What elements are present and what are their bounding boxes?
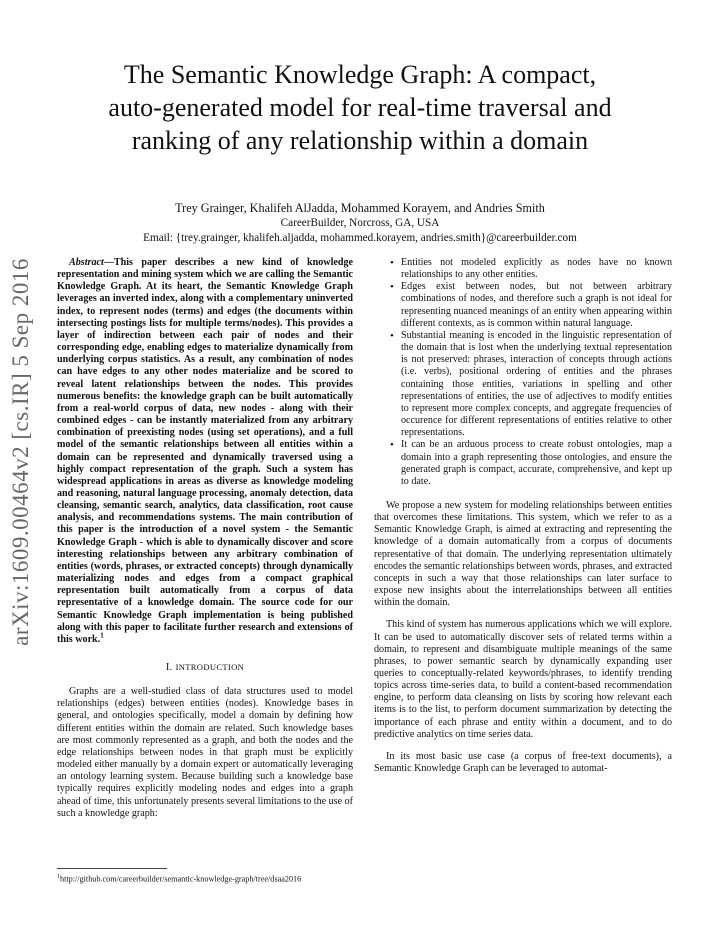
- section-number: I.: [165, 662, 173, 673]
- footnote-link[interactable]: http://github.com/careerbuilder/semantic-knowledge-graph/tree/dsaa2016: [60, 874, 302, 884]
- footnote-mark: 1: [100, 631, 104, 640]
- body-paragraph: We propose a new system for modeling relationships between entities that overcomes these limitations. This system, which we refer to as a Semantic Knowledge Graph, is aimed at extracting and representing the knowledge of a domain automatically from a corpus of documents representative of that domain. The underlying representation ultimately encodes the semantic relationships between words, phrases, and extracted concepts in such a way that those relationships can later surface to expose new insights about the interrelationships between all entities within the domain.: [374, 499, 672, 609]
- title-line: The Semantic Knowledge Graph: A compact,: [123, 60, 597, 89]
- left-column: [57, 257, 353, 820]
- section-title: INTRODUCTION: [175, 662, 245, 672]
- abstract-text: —This paper describes a new kind of knowledge representation and mining system which we are calling the Semantic Knowledge Graph. At its heart, the Semantic Knowledge Graph leverages an inverted index, along with a complementary uninverted index, to represent nodes (terms) and edges (the documents within intersecting postings lists for multiple terms/nodes). This provides a layer of indirection between each pair of nodes and their corresponding edge, enabling edges to materialize dynamically from underlying corpus statistics. As a result, any combination of nodes can have edges to any other nodes materialize and be scored to reveal latent relationships between the nodes. This provides numerous benefits: the knowledge graph can be built automatically from a real-world corpus of data, new nodes - along with their combined edges - can be instantly materialized from any arbitrary combination of preexisting nodes (using set operations), and a full model of the semantic relationships between all entities within a domain can be represented and dynamically traversed using a highly compact representation of the graph. Such a system has widespread applications in areas as diverse as knowledge modeling and reasoning, natural language processing, anomaly detection, data cleansing, semantic search, analytics, data classification, root cause analysis, and recommendations systems. The main contribution of this paper is the introduction of a novel system - the Semantic Knowledge Graph - which is able to dynamically discover and score interesting relationships between any arbitrary combination of entities (words, phrases, or extracted concepts) through dynamically materializing nodes and edges from a compact graphical representation built automatically from a corpus of data representative of a knowledge domain. The source code for our Semantic Knowledge Graph implementation is being published along with this paper to facilitate further research and extensions of this work.: [57, 257, 353, 645]
- right-column: [374, 257, 672, 775]
- limitations-list: [374, 257, 672, 488]
- footnote-number: 1: [57, 874, 60, 880]
- affiliation: CareerBuilder, Norcross, GA, USA: [280, 217, 440, 229]
- footnote-divider: [57, 868, 167, 869]
- list-item: • It can be an arduous process to create robust ontologies, map a domain into a graph representing those ontologies, and ensure the generated graph is compact, accurate, comprehensive, and kept up to date.: [374, 439, 672, 488]
- body-paragraph: In its most basic use case (a corpus of free-text documents), a Semantic Knowledge Graph can be leveraged to automat-: [374, 750, 672, 775]
- list-item: • Substantial meaning is encoded in the linguistic representation of the domain that is lost when the underlying textual representation is not preserved: phrases, interaction of concepts through actions (i.e. verbs), positional ordering of entities and the phrases containing those entities, variations in spelling and other representations of entities, the use of adjectives to modify entities to represent more complex concepts, and aggregate frequencies of occurence for different representations of entities relative to other representations.: [374, 330, 672, 439]
- list-item: • Entities not modeled explicitly as nodes have no known relationships to any other entities.: [374, 257, 672, 281]
- author-list: Trey Grainger, Khalifeh AlJadda, Mohammed Korayem, and Andries Smith: [175, 201, 545, 215]
- arxiv-stamp: arXiv:1609.00464v2 [cs.IR] 5 Sep 2016: [8, 258, 33, 646]
- title-line: ranking of any relationship within a domain: [131, 126, 589, 155]
- abstract-label: Abstract: [69, 257, 104, 268]
- title-line: auto-generated model for real-time traversal and: [108, 93, 612, 122]
- section-heading: [57, 661, 353, 674]
- intro-paragraph: Graphs are a well-studied class of data structures used to model relationships (edges) between entities (nodes). Knowledge bases in general, and ontologies specifically, model a domain by defining how different entities within the domain are related. Such knowledge bases are most commonly represented as a graph, and both the nodes and the edge relationships between nodes in that graph must be explicitly modeled either manually by a domain expert or automatically leveraging an ontology learning system. Because building such a knowledge base typically requires explicitly modeling nodes and edges into a graph ahead of time, this unfortunately presents several limitations to the use of such a knowledge graph:: [57, 686, 354, 819]
- author-emails: Email: {trey.grainger, khalifeh.aljadda, mohammed.korayem, andries.smith}@careerbuilder.com: [143, 232, 577, 244]
- footnote: [57, 872, 357, 885]
- abstract: [57, 257, 353, 646]
- paper-title: [60, 58, 660, 157]
- body-paragraph: This kind of system has numerous applications which we will explore. It can be used to automatically discover sets of related terms within a domain, to represent and disambiguate multiple meanings of the same phrases, to power semantic search by dynamically expanding user queries to conceptually-related keywords/phrases, to identify trending topics across time-series data, to build a content-based recommendation engine, to perform data cleansing on lists by scoring how relevant each items is to the list, to perform document summarization by detecting the importance of each phrase and entity within a document, and to do predictive analytics on time series data.: [374, 619, 672, 740]
- list-item: • Edges exist between nodes, but not between arbitrary combinations of nodes, and therefore such a graph is not ideal for representing nuanced meanings of an entity when appearing within different contexts, as is common within natural language.: [374, 281, 672, 330]
